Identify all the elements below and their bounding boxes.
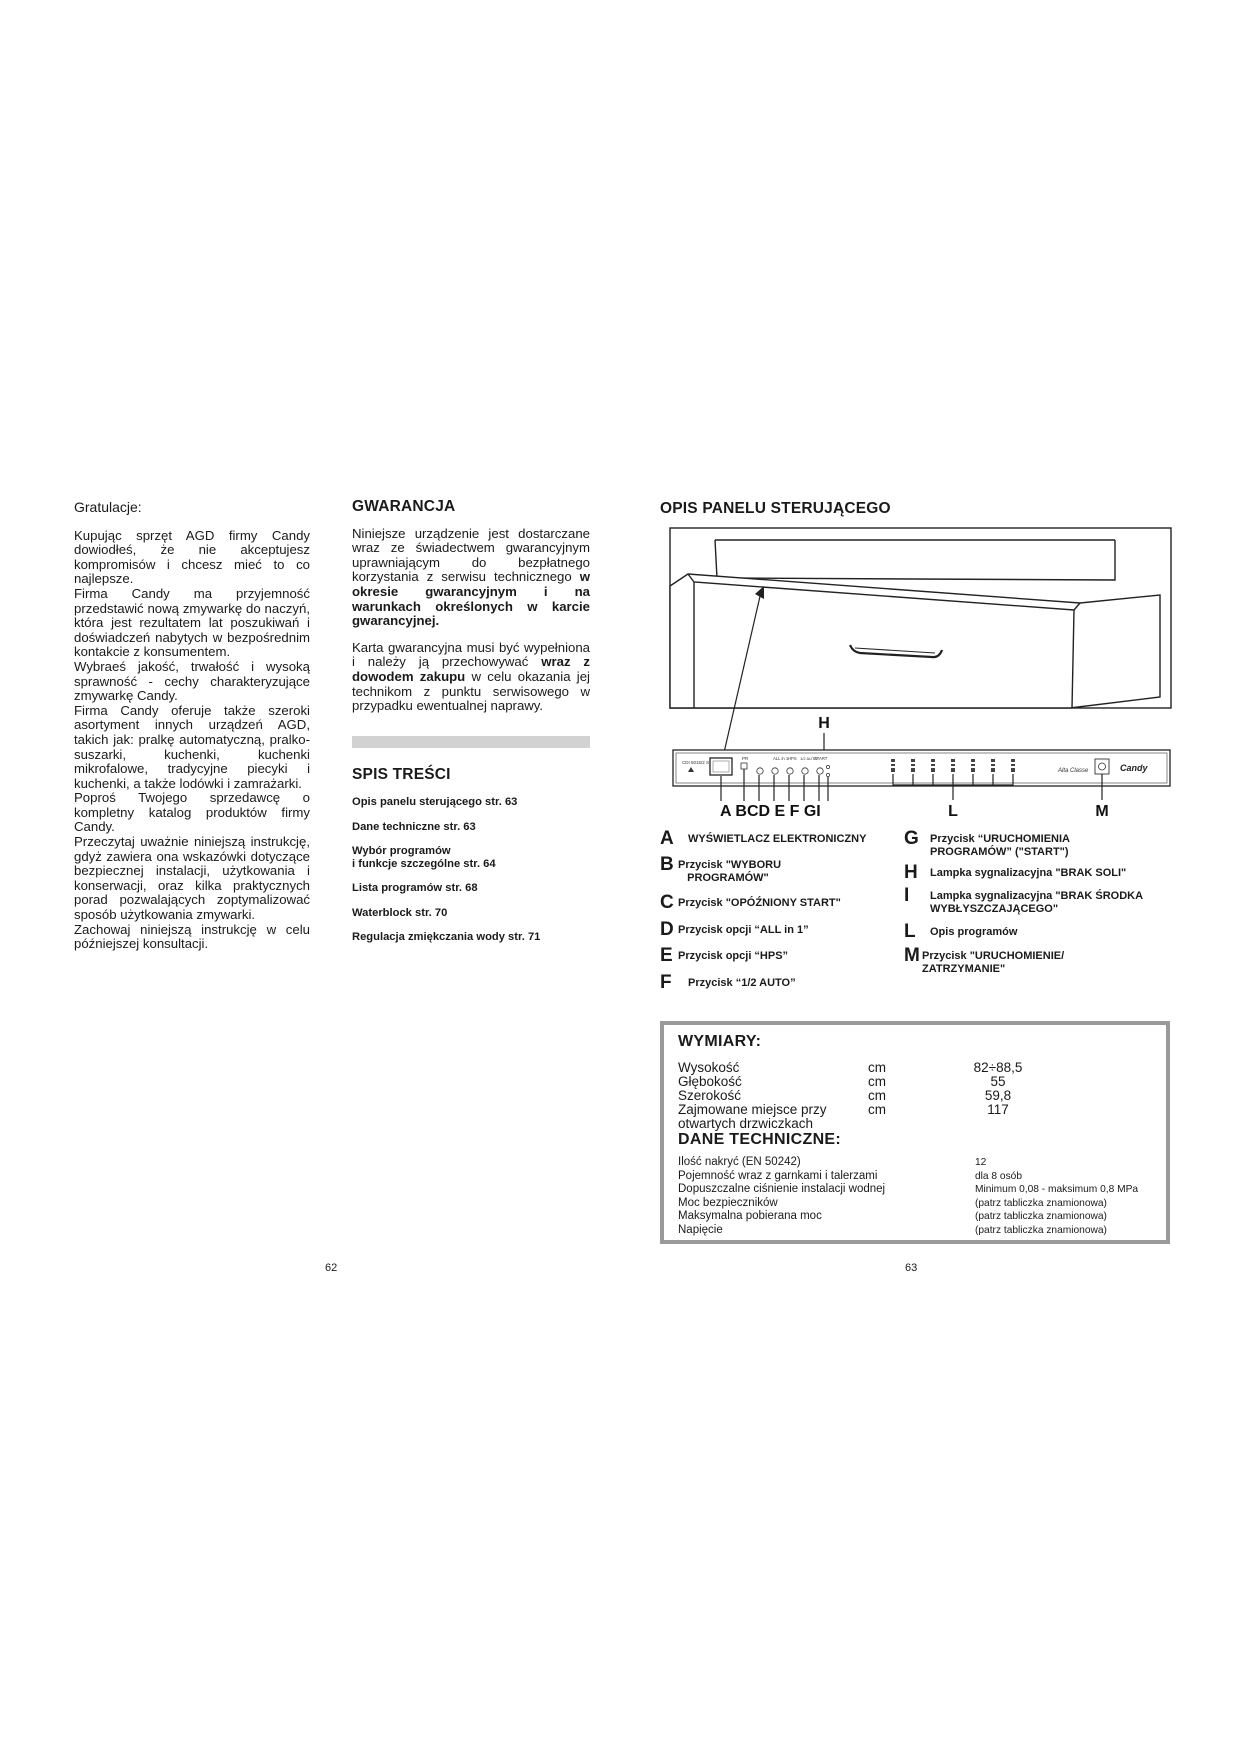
table-row: Zajmowane miejsce przy otwartych drzwiczkach cm 117: [678, 1102, 1009, 1131]
toc-item[interactable]: Opis panelu sterującego str. 63: [352, 796, 518, 809]
intro-paragraph: Poproś Twojego sprzedawcę o kompletny katalog produktów firmy Candy.: [74, 790, 310, 835]
specifications-box: [660, 1021, 1170, 1244]
table-row: Wysokość cm 82÷88,5: [678, 1060, 1023, 1075]
callout-l: L: [948, 803, 958, 820]
intro-paragraph: Zachowaj niniejszą instrukcję w celu późniejszej konsultacji.: [74, 921, 310, 952]
table-row: Moc bezpieczników (patrz tabliczka znamionowa): [678, 1196, 1107, 1209]
toc-item[interactable]: Regulacja zmiękczania wody str. 71: [352, 931, 541, 944]
legend-item-c: C Przycisk "OPÓŹNIONY START": [660, 892, 841, 913]
warranty-paragraph-1: Niniejsze urządzenie jest dostarczane wraz ze świadectwem gwarancyjnym uprawniającym do bezpłatnego korzystania z serwisu technicznego w okresie gwarancyjnym i na warunkach określonych w karcie gwarancyjnej.: [352, 525, 590, 629]
intro-paragraph: Firma Candy ma przyjemność przedstawić nową zmywarkę do naczyń, która jest rezultatem lat poszukiwań i doświadczeń nabytych w bezpośrednim kontakcie z konsumentem.: [74, 585, 310, 660]
intro-paragraph: Kupując sprzęt AGD firmy Candy dowiodłeś, że nie akceptujesz kompromisów i chcesz mieć to co najlepsze.: [74, 527, 310, 587]
technical-table: [678, 1156, 1138, 1238]
btn-label-half: 1/2 AUTO: [800, 756, 818, 761]
intro-paragraph: Wybraeś jakość, trwałość i wysoką sprawność - cechy charakteryzujące zmywarkę Candy.: [74, 658, 310, 704]
legend-item-i: I Lampka sygnalizacyjna "BRAK ŚRODKA WYBŁYSZCZAJĄCEGO": [904, 885, 1144, 915]
toc-item[interactable]: Wybór programów i funkcje szczególne str. 64: [352, 845, 496, 870]
technical-title: DANE TECHNICZNE:: [678, 1131, 842, 1148]
toc-item[interactable]: Waterblock str. 70: [352, 906, 448, 919]
greeting: Gratulacje:: [74, 499, 142, 515]
model-label: CDI 5015/2 S: [682, 760, 710, 765]
brand-logo: Candy: [1120, 763, 1148, 773]
dimensions-table: [678, 1061, 1038, 1131]
dimensions-title: WYMIARY:: [678, 1033, 762, 1050]
warranty-paragraph-2: Karta gwarancyjna musi być wypełniona i należy ją przechowywać wraz z dowodem zakupu w celu okazania jej technikom z punktu serwisowego w przypadku ewentualnej naprawy.: [352, 639, 590, 714]
legend-item-a: A WYŚWIETLACZ ELEKTRONICZNY: [660, 828, 867, 849]
toc-list: [352, 796, 590, 944]
table-row: Dopuszczalne ciśnienie instalacji wodnej Minimum 0,08 - maksimum 0,8 MPa: [678, 1183, 1139, 1196]
table-row: Pojemność wraz z garnkami i talerzami dla 8 osób: [678, 1169, 1023, 1182]
dishwasher-panel-diagram: [660, 520, 1180, 825]
section-divider: [352, 736, 590, 748]
intro-column: [74, 500, 310, 952]
page-number-left: 62: [325, 1262, 338, 1274]
toc-item[interactable]: Lista programów str. 68: [352, 882, 478, 895]
table-row: Ilość nakryć (EN 50242) 12: [678, 1156, 987, 1168]
warranty-column: [352, 500, 590, 956]
btn-label-hps: HPS: [788, 756, 797, 761]
legend-item-l: L Opis programów: [904, 921, 1018, 942]
btn-label-start: START: [814, 756, 828, 761]
table-row: Napięcie (patrz tabliczka znamionowa): [678, 1223, 1107, 1236]
legend-item-d: D Przycisk opcji “ALL in 1”: [660, 919, 809, 940]
page-number-right: 63: [905, 1262, 918, 1274]
table-row: Głębokość cm 55: [678, 1074, 1006, 1089]
legend-item-e: E Przycisk opcji “HPS”: [660, 945, 789, 966]
legend-item-g: G Przycisk “URUCHOMIENIA PROGRAMÓW” ("START"): [904, 828, 1070, 858]
control-strip: [673, 750, 1170, 786]
table-row: Szerokość cm 59,8: [678, 1088, 1012, 1103]
legend-item-f: F Przycisk “1/2 AUTO”: [660, 972, 796, 993]
intro-paragraph: Firma Candy oferuje także szeroki asortyment innych urządzeń AGD, takich jak: pralkę automatyczną, pralko-suszarki, kuchenki, kuchenki mikrofalowe, tradycyjne piecyki i kuchenki, a także lodówki i zamrażarki.: [74, 702, 310, 791]
toc-title: SPIS TREŚCI: [352, 765, 451, 783]
intro-paragraph: Przeczytaj uważnie niniejszą instrukcję, gdyż zawiera ona wskazówki dotyczące bezpiecznej instalacji, użytkowania i konserwacji, oraz kilka praktycznych porad pozwalających zoptymalizować sposób użytkowania zmywarki.: [74, 834, 310, 923]
table-row: Maksymalna pobierana moc (patrz tabliczka znamionowa): [678, 1210, 1107, 1223]
warranty-title: GWARANCJA: [352, 498, 456, 515]
panel-legend: [660, 830, 1180, 1010]
btn-label-pr: PR: [742, 756, 749, 761]
legend-item-h: H Lampka sygnalizacyjna "BRAK SOLI": [904, 862, 1127, 883]
toc-item[interactable]: Dane techniczne str. 63: [352, 820, 476, 833]
callout-row: A BCD E F GI: [720, 803, 821, 820]
legend-item-m: M Przycisk "URUCHOMIENIE/ ZATRZYMANIE": [904, 945, 1065, 975]
btn-label-all: ALL in 1: [773, 756, 789, 761]
callout-m: M: [1095, 803, 1109, 820]
callout-h: H: [818, 715, 830, 732]
panel-title: OPIS PANELU STERUJĄCEGO: [660, 500, 891, 517]
series-label: Alta Classe: [1058, 768, 1089, 774]
dishwasher-door-illustration: [670, 528, 1171, 770]
legend-item-b: B Przycisk "WYBORU PROGRAMÓW": [660, 854, 782, 884]
